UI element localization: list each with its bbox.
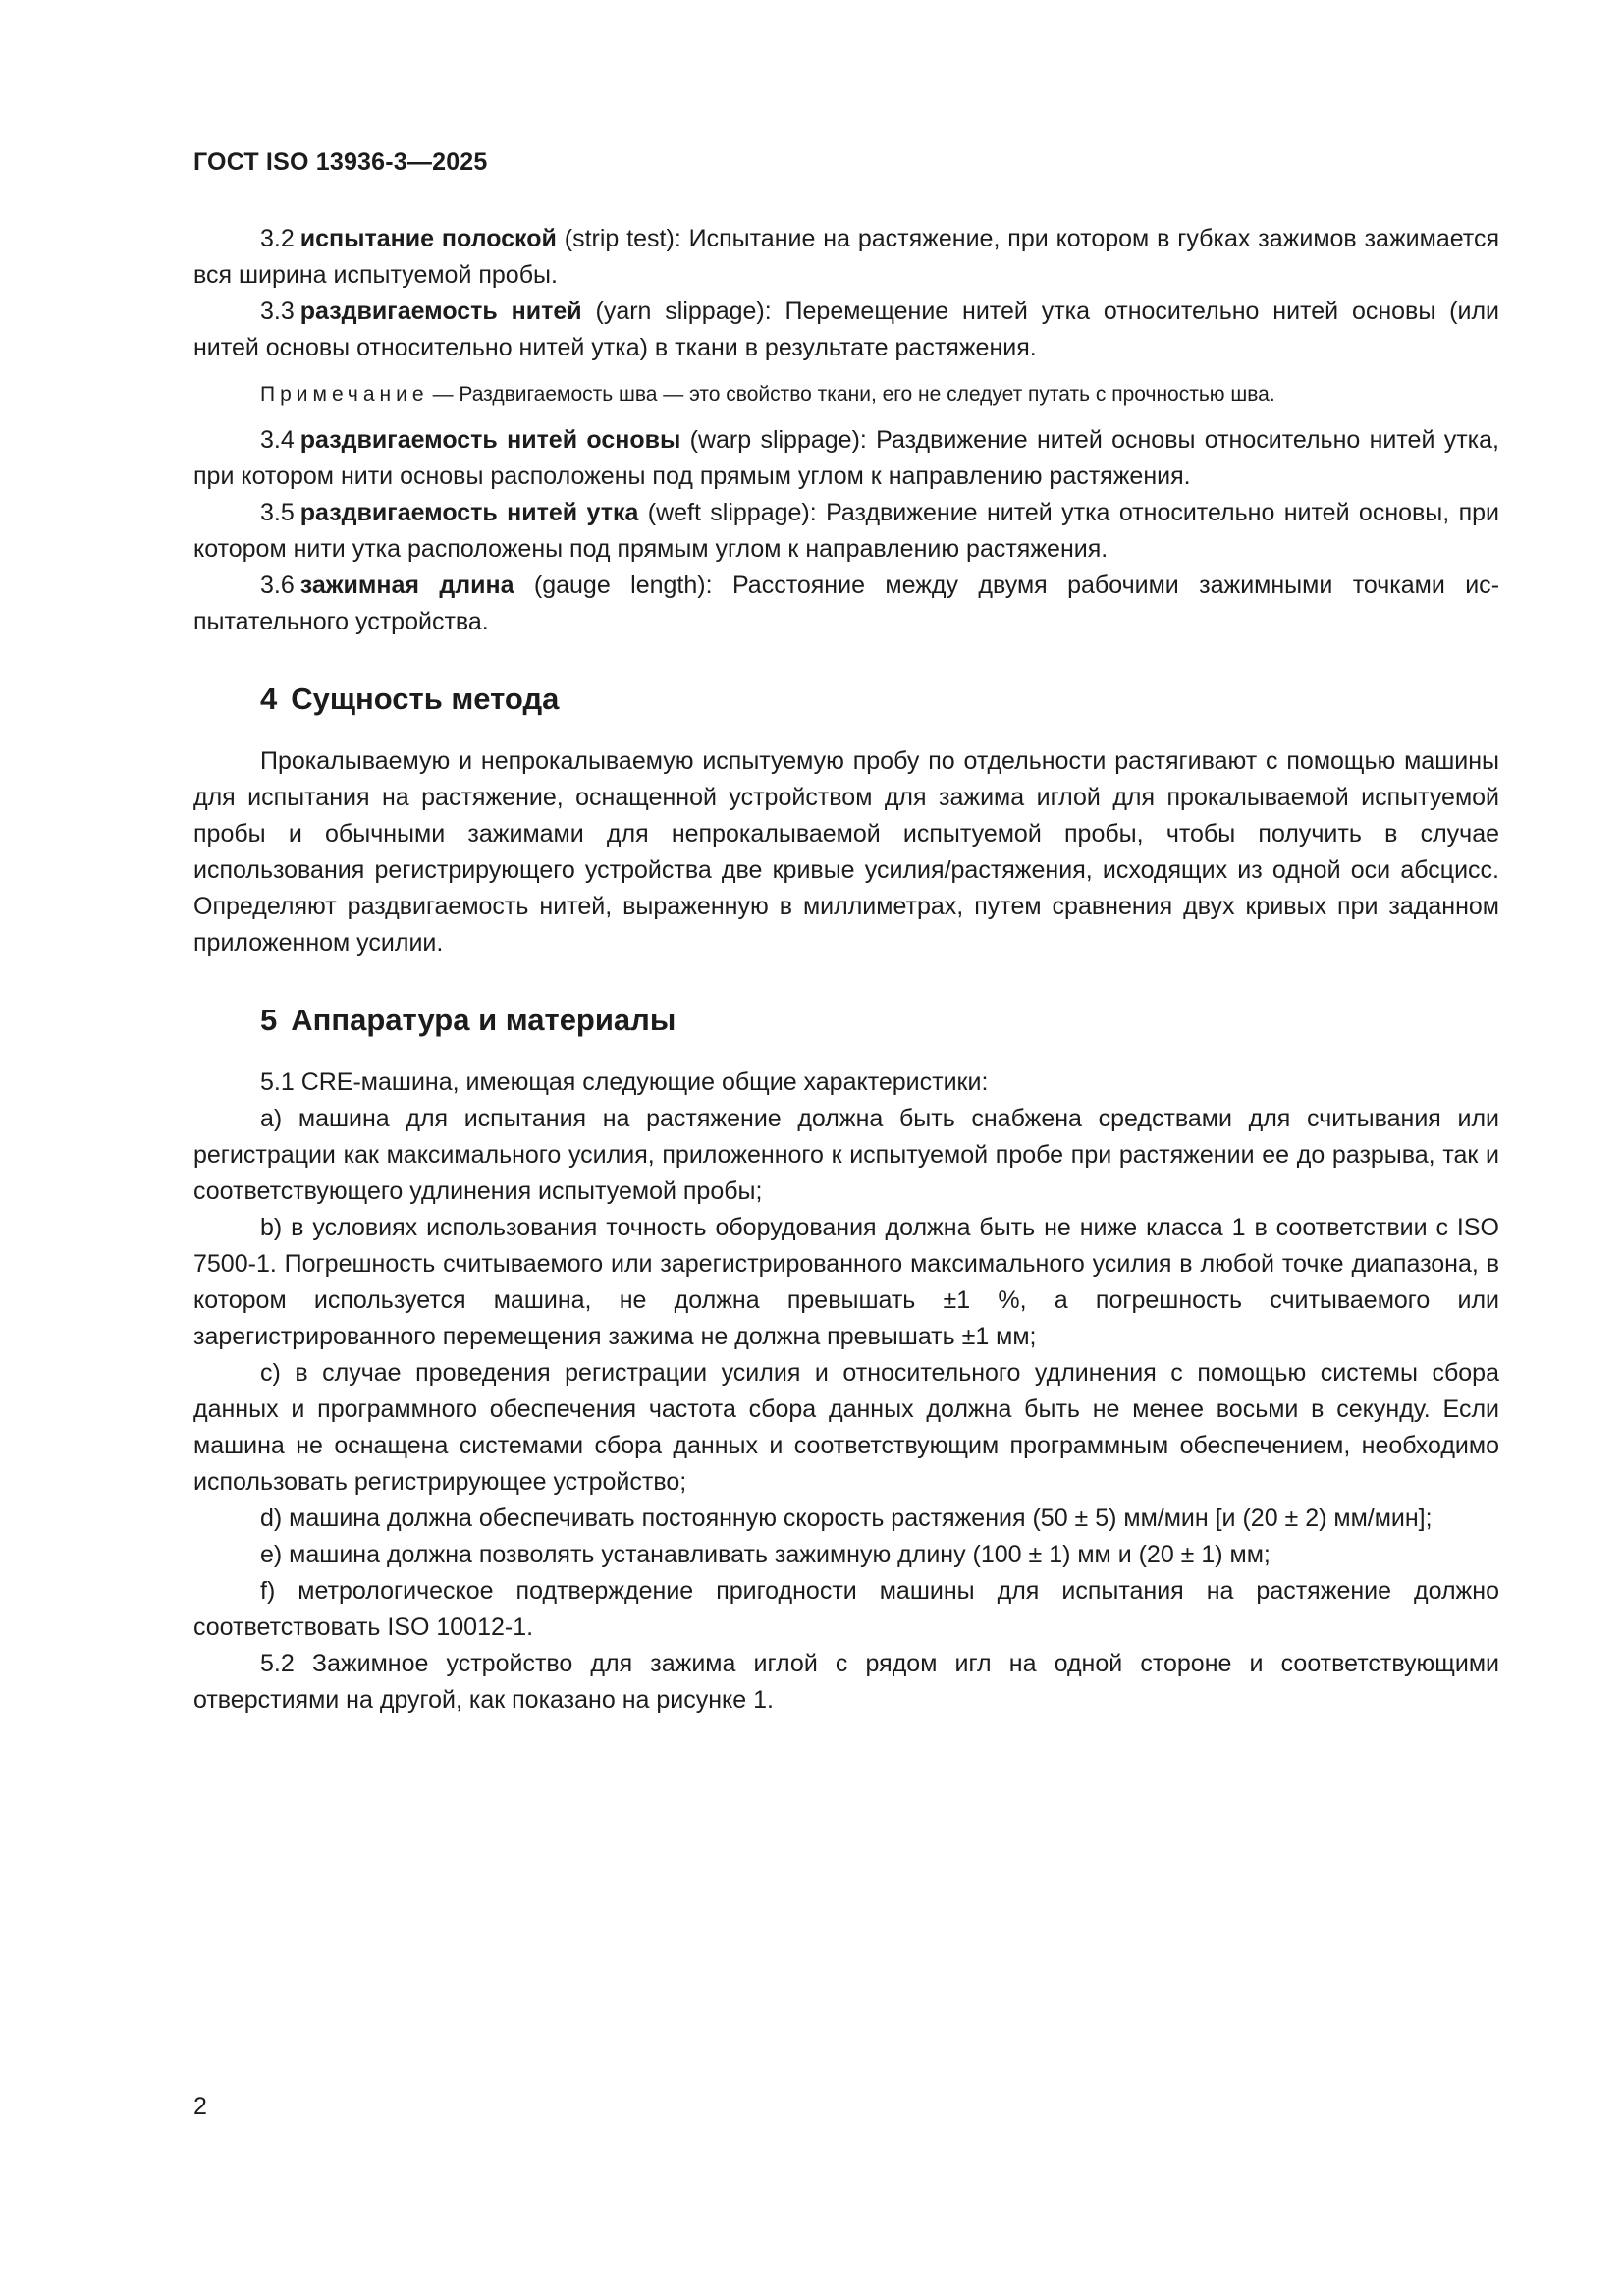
note-text: — Раздвигаемость шва — это свойство ткани, его не следует путать с прочностью шва. bbox=[432, 383, 1275, 406]
definition-term: раздвигаемость нитей основы bbox=[299, 426, 681, 454]
definition-text: (weft slippage): Раздвижение нитей утка относительно нитей основы, при котором нити утка расположены под прямым углом к направлению растяжения. bbox=[193, 499, 1499, 563]
section-5-item-a: a) машина для испытания на растяжение должна быть снабжена средствами для считывания или регистрации как максимального усилия, приложенного к испытуемой пробе при растяжении ее до разрыва, так и соответствующего удлинения испытуемой пробы; bbox=[193, 1105, 1499, 1205]
section-5-item-c: c) в случае проведения регистрации усилия и относительного удлинения с помощью системы сбора данных и программного обеспечения частота сбора данных должна быть не менее восьми в секунду. Если машина не оснащена системами сбора данных и соответствующим программным обеспечением, необходимо использовать регистрирующее устройство; bbox=[193, 1359, 1499, 1496]
definition-text: (warp slippage): Раздвижение нитей основы относительно нитей утка, при котором нити основы расположены под прямым углом к направлению растяжения. bbox=[193, 426, 1499, 490]
definition-3-3 bbox=[193, 294, 1499, 366]
page-number: 2 bbox=[193, 2093, 207, 2120]
note-label: Примечание bbox=[260, 383, 429, 406]
document-header: ГОСТ ISO 13936-3—2025 bbox=[193, 148, 488, 176]
definition-number: 3.3 bbox=[260, 298, 295, 325]
definition-text: (gauge length): Расстояние между двумя рабочими зажимными точками испытательного устройства. bbox=[193, 572, 1500, 635]
definition-3-2 bbox=[193, 221, 1499, 294]
section-5-item-5-2: 5.2 Зажимное устройство для зажима иглой с рядом игл на одной стороне и соответствующими отверстиями на другой, как показано на рисунке 1. bbox=[193, 1650, 1499, 1714]
section-number: 5 bbox=[260, 1003, 278, 1037]
definition-number: 3.5 bbox=[260, 499, 295, 526]
section-4-heading bbox=[260, 680, 1499, 719]
section-5-item-5-1: 5.1 CRE-машина, имеющая следующие общие характеристики: bbox=[260, 1068, 989, 1096]
section-title: Аппаратура и материалы bbox=[291, 1003, 676, 1037]
definition-term: раздвигаемость нитей bbox=[299, 298, 582, 325]
definition-3-4 bbox=[193, 422, 1499, 495]
definition-3-5 bbox=[193, 495, 1499, 568]
section-5-item-e: e) машина должна позволять устанавливать зажимную длину (100 ± 1) мм и (20 ± 1) мм; bbox=[260, 1541, 1271, 1568]
section-5-item-b: b) в условиях использования точность оборудования должна быть не ниже класса 1 в соответствии с ISO 7500-1. Погрешность считываемого или зарегистрированного максимального усилия в любой точке диапазона, в котором используется машина, не должна превышать ±1 %, а погрешность считываемого или зарегистрированного перемещения зажима не должна превышать ±1 мм; bbox=[193, 1214, 1499, 1350]
definition-term: раздвигаемость нитей утка bbox=[299, 499, 639, 526]
definition-term: испытание полоской bbox=[299, 225, 557, 252]
section-number: 4 bbox=[260, 682, 278, 716]
definition-number: 3.6 bbox=[260, 572, 295, 599]
section-5-heading bbox=[260, 1001, 1499, 1040]
section-title: Сущность метода bbox=[291, 682, 560, 716]
section-5-item-f: f) метрологическое подтверждение пригодности машины для испытания на растяжение должно соответствовать ISO 10012-1. bbox=[193, 1577, 1499, 1641]
definition-text: (strip test): Испытание на растяжение, при котором в губках зажимов зажимается вся ширина испытуемой пробы. bbox=[193, 225, 1500, 289]
definition-term: зажимная длина bbox=[299, 572, 514, 599]
document-body bbox=[193, 221, 1499, 1719]
section-4-paragraph: Прокалываемую и непрокалываемую испытуемую пробу по отдельности растягивают с помощью машины для испытания на растяжение, оснащенной устройством для зажима иглой для прокалываемой испытуемой пробы и обычными зажимами для непрокалываемой испытуемой пробы, чтобы получить в случае использования регистрирующего устройства две кривые усилия/растяжения, исходящих из одной оси абсцисс. Определяют раздвигаемость нитей, выраженную в миллиметрах, путем сравнения двух кривых при заданном приложенном усилии. bbox=[193, 747, 1499, 957]
definition-number: 3.2 bbox=[260, 225, 295, 252]
definition-text: (yarn slippage): Перемещение нитей утка относительно нитей основы (или нитей основы относительно нитей утка) в ткани в результате растяжения. bbox=[193, 298, 1499, 361]
note bbox=[193, 376, 1499, 412]
section-5-item-d: d) машина должна обеспечивать постоянную скорость растяжения (50 ± 5) мм/мин [и (20 ± 2) мм/мин]; bbox=[260, 1504, 1433, 1532]
definition-3-6 bbox=[193, 568, 1499, 640]
definition-number: 3.4 bbox=[260, 426, 295, 454]
